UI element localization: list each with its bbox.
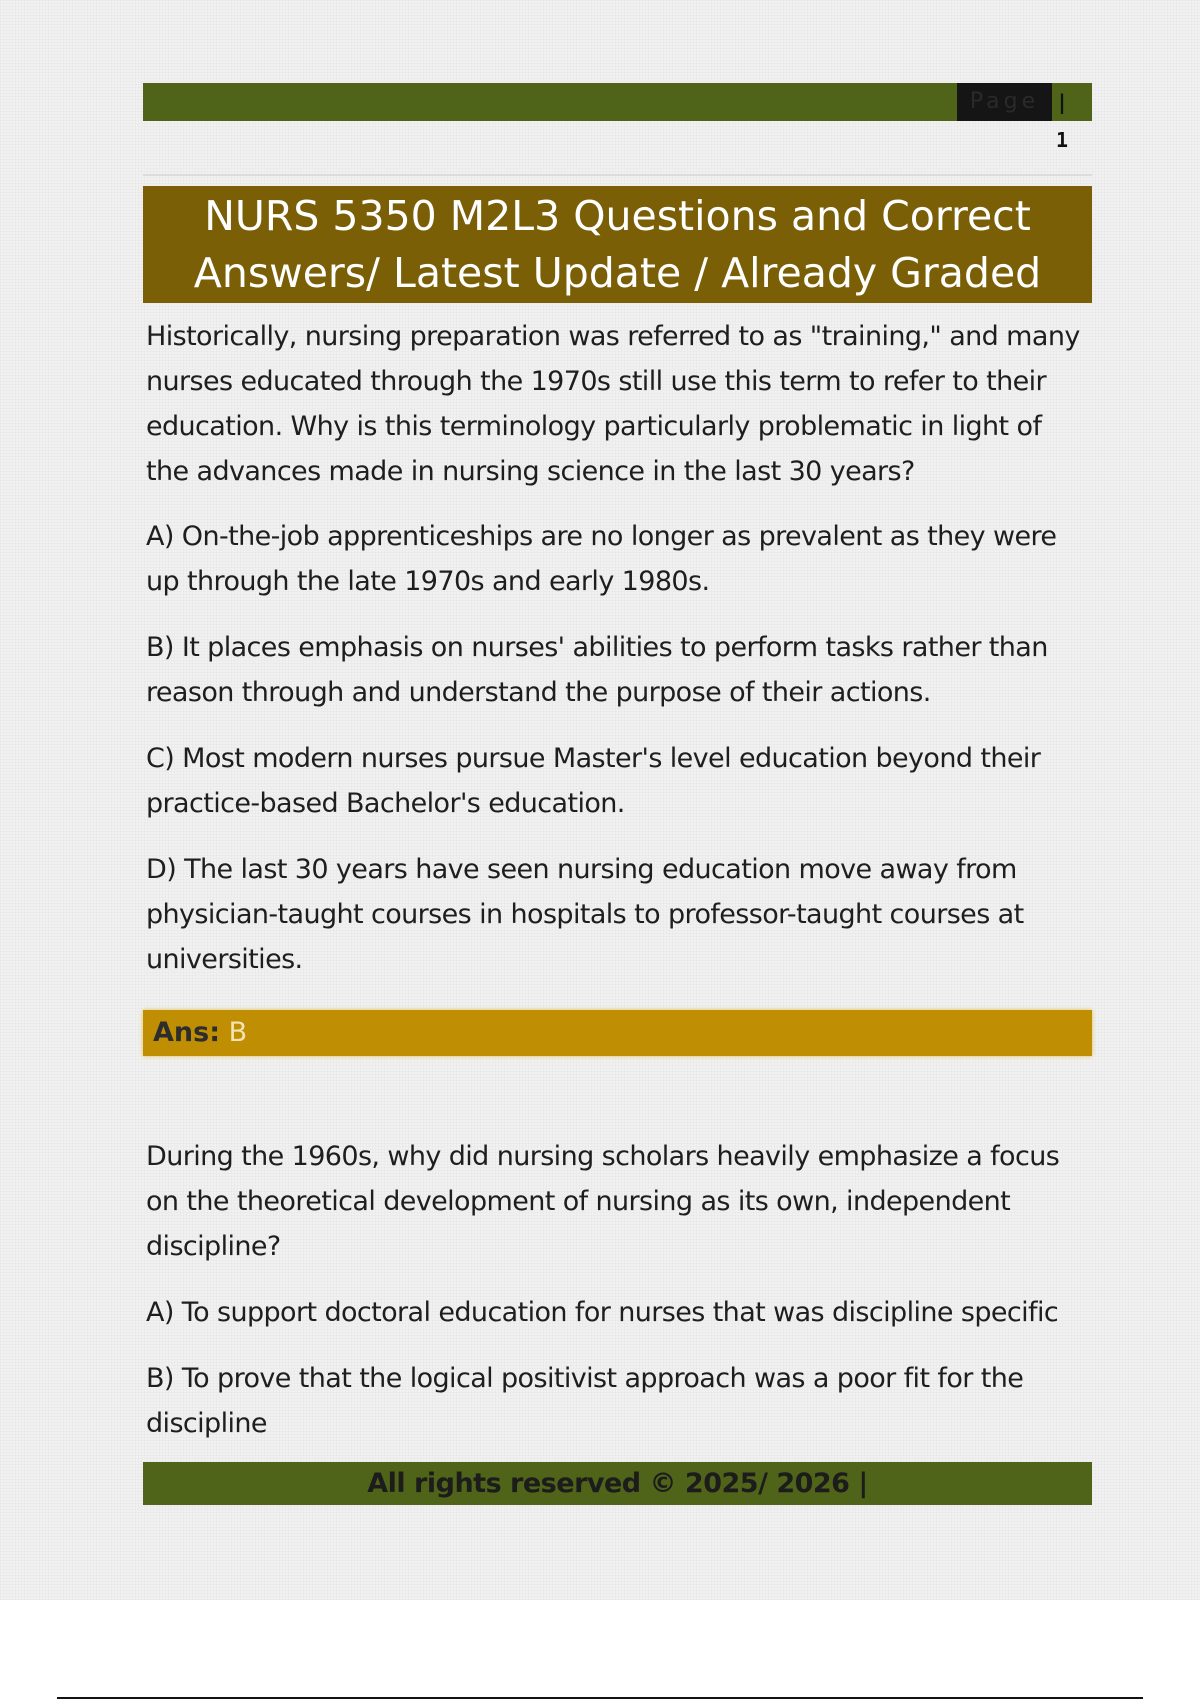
title-line-1: NURS 5350 M2L3 Questions and Correct <box>204 192 1031 240</box>
page-number: | 1 <box>1056 90 1069 152</box>
answer-bar <box>143 1010 1092 1056</box>
question-1-option-a: A) On-the-job apprenticeships are no longer as prevalent as they were up through the late 1970s and early 1980s. <box>146 521 1057 597</box>
question-2-option-a: A) To support doctoral education for nurses that was discipline specific <box>146 1297 1059 1328</box>
document-title <box>143 186 1092 303</box>
question-1-text: Historically, nursing preparation was referred to as "training," and many nurses educated through the 1970s still use this term to refer to their education. Why is this terminology particularly problematic in light of the advances made in nursing science in the last 30 years? <box>146 321 1080 487</box>
question-2-option-b: B) To prove that the logical positivist approach was a poor fit for the discipline <box>146 1363 1024 1439</box>
question-1-option-d: D) The last 30 years have seen nursing education move away from physician-taught courses in hospitals to professor-taught courses at universities. <box>146 854 1024 975</box>
bottom-rule <box>57 1697 1143 1699</box>
answer-label: Ans: <box>153 1017 220 1048</box>
title-line-2: Answers/ Latest Update / Already Graded <box>193 249 1042 297</box>
page-header-bar <box>143 83 1092 152</box>
page-footer: All rights reserved © 2025/ 2026 | <box>143 1462 1092 1505</box>
question-1-option-c: C) Most modern nurses pursue Master's level education beyond their practice-based Bachelor's education. <box>146 743 1041 819</box>
header-divider <box>143 174 1092 176</box>
question-2-text: During the 1960s, why did nursing scholars heavily emphasize a focus on the theoretical development of nursing as its own, independent discipline? <box>146 1141 1060 1262</box>
answer-value: B <box>228 1017 248 1048</box>
page-label: Page <box>957 83 1052 121</box>
question-1-option-b: B) It places emphasis on nurses' abilities to perform tasks rather than reason through and understand the purpose of their actions. <box>146 632 1048 708</box>
